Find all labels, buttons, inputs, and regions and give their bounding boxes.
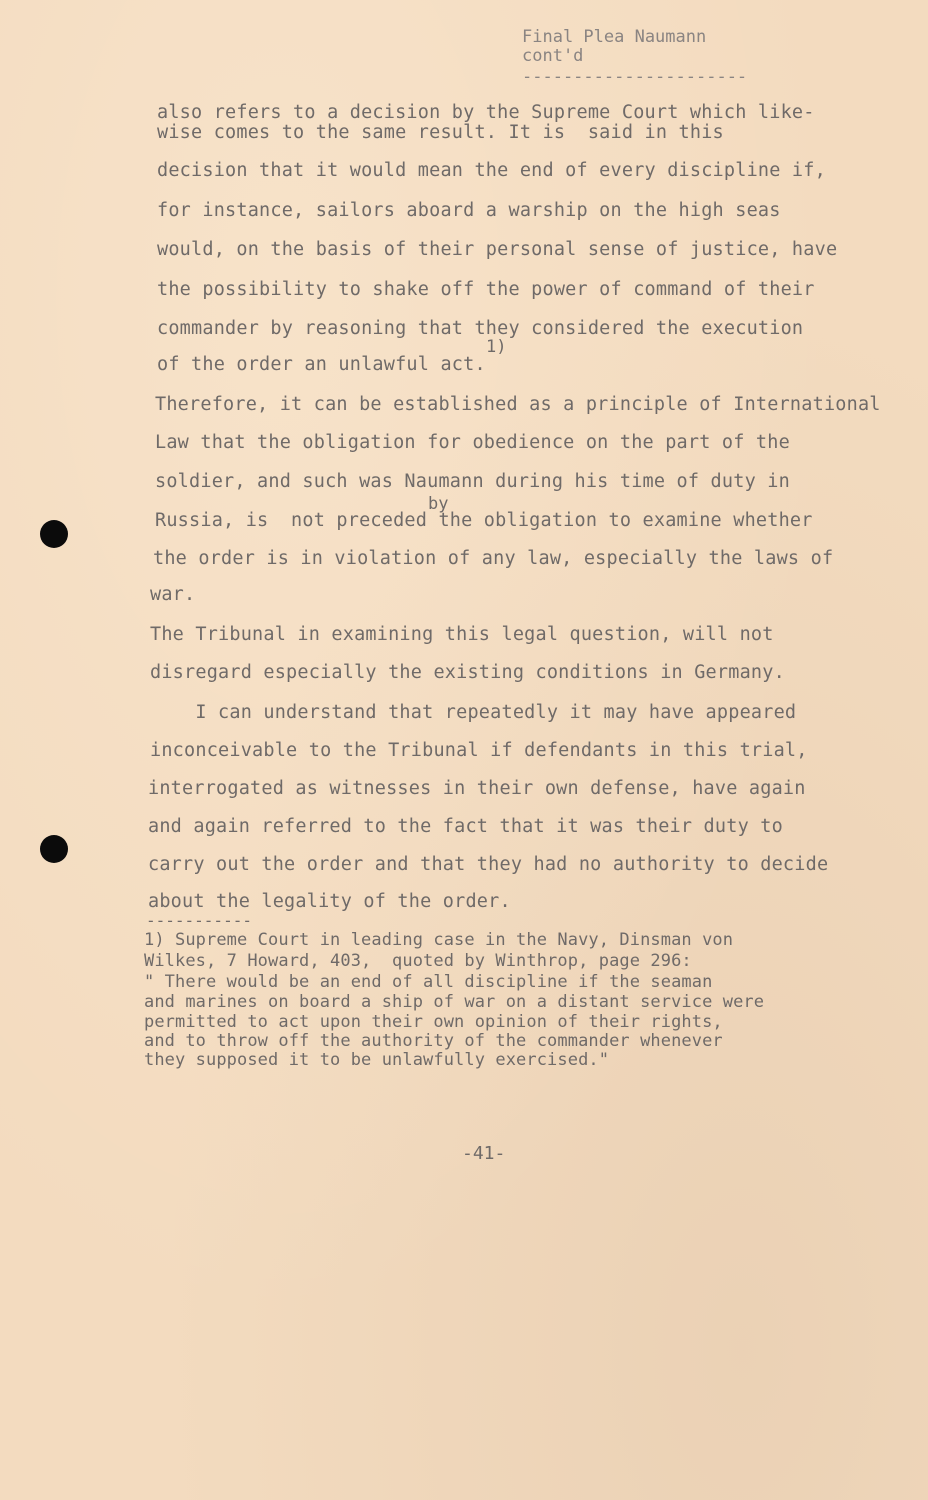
body-line-7: commander by reasoning that they considered the execution — [157, 318, 804, 339]
body-line-5: would, on the basis of their personal sense of justice, have — [157, 239, 838, 260]
body-line-17: I can understand that repeatedly it may have appeared — [150, 702, 797, 723]
body-line-16: disregard especially the existing conditions in Germany. — [150, 662, 785, 683]
body-line-8: of the order an unlawful act. — [157, 354, 486, 375]
handwritten-insertion: by — [428, 494, 449, 514]
body-line-10: Law that the obligation for obedience on the part of the — [155, 432, 790, 453]
footnote-rule: ----------- — [146, 911, 252, 930]
footnote-line-1: 1) Supreme Court in leading case in the Navy, Dinsman von — [144, 930, 734, 950]
footnote-line-4: and marines on board a ship of war on a distant service were — [144, 992, 765, 1012]
footnote-line-6: and to throw off the authority of the commander whenever — [144, 1031, 723, 1051]
footnote-line-2: Wilkes, 7 Howard, 403, quoted by Winthrop, page 296: — [144, 951, 692, 971]
body-line-19: interrogated as witnesses in their own defense, have again — [148, 778, 806, 799]
body-line-4: for instance, sailors aboard a warship on the high seas — [157, 200, 781, 221]
footnote-line-3: " There would be an end of all discipline if the seaman — [144, 972, 713, 992]
body-line-9: Therefore, it can be established as a principle of International — [155, 394, 881, 415]
header-title: Final Plea Naumann — [522, 27, 707, 47]
body-line-20: and again referred to the fact that it was their duty to — [148, 816, 783, 837]
footnote-marker: 1) — [486, 337, 507, 357]
body-line-1: also refers to a decision by the Supreme Court which like- — [157, 102, 815, 123]
body-line-13: the order is in violation of any law, especially the laws of — [153, 548, 834, 569]
body-line-21: carry out the order and that they had no authority to decide — [148, 854, 829, 875]
footnote-line-5: permitted to act upon their own opinion of their rights, — [144, 1012, 723, 1032]
body-line-14: war. — [150, 584, 196, 605]
body-line-6: the possibility to shake off the power of command of their — [157, 279, 815, 300]
page-number: -41- — [462, 1143, 506, 1164]
body-line-22: about the legality of the order. — [148, 891, 511, 912]
header-subtitle: cont'd — [522, 46, 584, 66]
punch-hole-upper — [40, 520, 68, 548]
body-line-11: soldier, and such was Naumann during his time of duty in — [155, 471, 790, 492]
page-header — [522, 28, 747, 87]
header-rule: ---------------------- — [522, 67, 748, 87]
body-line-2: wise comes to the same result. It is said in this — [157, 122, 724, 143]
body-line-18: inconceivable to the Tribunal if defendants in this trial, — [150, 740, 808, 761]
footnote-line-7: they supposed it to be unlawfully exercised." — [144, 1050, 610, 1070]
body-line-3: decision that it would mean the end of every discipline if, — [157, 160, 826, 181]
body-line-12: Russia, is not preceded the obligation to examine whether — [155, 510, 813, 531]
punch-hole-lower — [40, 835, 68, 863]
body-line-15: The Tribunal in examining this legal question, will not — [150, 624, 774, 645]
